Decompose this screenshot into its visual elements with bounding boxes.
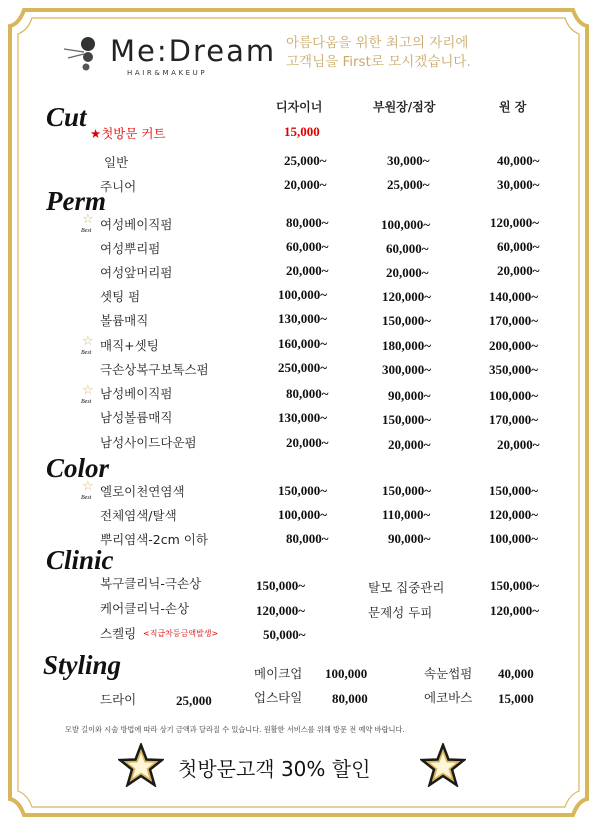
price: 40,000	[498, 666, 534, 681]
price-director: 170,000~	[489, 313, 539, 328]
service-name: 엘로이천연염색	[100, 484, 185, 499]
service-name: 남성볼륨매직	[100, 410, 173, 425]
price-designer: 25,000~	[284, 153, 327, 168]
section-title-perm: Perm	[46, 186, 106, 216]
service-name: 남성베이직펌	[100, 386, 173, 401]
service-name: 뿌리염색-2cm 이하	[100, 532, 208, 547]
service-name: 매직+셋팅	[100, 338, 159, 353]
best-label: Best	[81, 399, 92, 405]
column-header-vice: 부원장/점장	[373, 100, 436, 114]
price-vice: 180,000~	[382, 338, 432, 353]
price-director: 200,000~	[489, 338, 539, 353]
first-visit-cut	[90, 124, 166, 142]
service-name: 복구클리닉-극손상	[100, 576, 202, 591]
scaling-note: <직급차등금액발생>	[143, 629, 219, 638]
slogan-line-2: 고객님을 First로 모시겠습니다.	[286, 54, 471, 70]
price-designer: 80,000~	[286, 386, 329, 401]
price-director: 20,000~	[497, 263, 540, 278]
price: 100,000	[325, 666, 368, 681]
service-name: 전체염색/탈색	[100, 508, 177, 523]
slogan-line-1: 아름다움을 위한 최고의 자리에	[286, 35, 469, 51]
price-director: 100,000~	[489, 388, 539, 403]
first-visit-price: 15,000	[284, 124, 320, 139]
service-name: 에코바스	[424, 690, 473, 705]
brand-name: Me:Dream	[110, 34, 277, 68]
price-vice: 100,000~	[381, 217, 431, 232]
section-title-color: Color	[46, 453, 110, 483]
price: 120,000~	[490, 603, 540, 618]
price-designer: 130,000~	[278, 410, 328, 425]
price: 25,000	[176, 693, 212, 708]
price-vice: 30,000~	[387, 153, 430, 168]
first-visit-label: 첫방문 커트	[101, 126, 166, 141]
price-designer: 20,000~	[286, 263, 329, 278]
best-star-icon: ☆	[82, 479, 94, 494]
service-name: 셋팅 펌	[100, 289, 141, 304]
price: 150,000~	[256, 578, 306, 593]
gold-star-icon	[420, 743, 466, 787]
best-star-icon: ☆	[82, 334, 94, 349]
price-director: 140,000~	[489, 289, 539, 304]
price: 15,000	[498, 691, 534, 706]
service-name: 메이크업	[254, 666, 303, 681]
brand-subtitle: HAIR&MAKEUP	[127, 69, 208, 77]
price: 150,000~	[490, 578, 540, 593]
price-designer: 100,000~	[278, 507, 328, 522]
service-name: 일반	[104, 155, 129, 170]
price-director: 30,000~	[497, 177, 540, 192]
price-director: 60,000~	[497, 239, 540, 254]
best-label: Best	[81, 350, 92, 356]
promo-text: 첫방문고객 30% 할인	[178, 757, 371, 781]
best-label: Best	[81, 228, 92, 234]
price: 50,000~	[263, 627, 306, 642]
price-vice: 90,000~	[388, 531, 431, 546]
price-director: 20,000~	[497, 437, 540, 452]
service-name: 여성앞머리펌	[100, 265, 173, 280]
price-director: 40,000~	[497, 153, 540, 168]
footer-note: 모발 길이와 시술 방법에 따라 상기 금액과 달라질 수 있습니다. 원활한 서비스를 위해 방문 전 예약 바랍니다.	[65, 725, 405, 734]
service-name: 탈모 집중관리	[368, 580, 445, 595]
price-vice: 20,000~	[388, 437, 431, 452]
price-vice: 25,000~	[387, 177, 430, 192]
price-designer: 80,000~	[286, 531, 329, 546]
price-designer: 20,000~	[286, 435, 329, 450]
price-vice: 120,000~	[382, 289, 432, 304]
service-name: 업스타일	[254, 690, 303, 705]
price-vice: 20,000~	[386, 265, 429, 280]
column-header-director: 원 장	[499, 100, 527, 114]
service-name: 문제성 두피	[368, 605, 433, 620]
price-designer: 130,000~	[278, 311, 328, 326]
section-title-clinic: Clinic	[46, 545, 114, 575]
price-director: 100,000~	[489, 531, 539, 546]
price-vice: 150,000~	[382, 313, 432, 328]
best-star-icon: ☆	[82, 212, 94, 227]
price: 120,000~	[256, 603, 306, 618]
best-label: Best	[81, 495, 92, 501]
best-star-icon: ☆	[82, 383, 94, 398]
service-name: 주니어	[100, 179, 137, 194]
price-vice: 150,000~	[382, 412, 432, 427]
service-name: 속눈썹펌	[424, 666, 473, 681]
price-vice: 300,000~	[382, 362, 432, 377]
section-title-styling: Styling	[43, 650, 122, 680]
price-vice: 60,000~	[386, 241, 429, 256]
price: 80,000	[332, 691, 368, 706]
brand-logo-icon	[62, 32, 112, 72]
price-director: 120,000~	[489, 507, 539, 522]
price-designer: 100,000~	[278, 287, 328, 302]
price-director: 150,000~	[489, 483, 539, 498]
service-name: 케어클리닉-손상	[100, 601, 190, 616]
price-director: 170,000~	[489, 412, 539, 427]
price-designer: 160,000~	[278, 336, 328, 351]
price-designer: 20,000~	[284, 177, 327, 192]
price-designer: 80,000~	[286, 215, 329, 230]
service-name: 극손상복구보톡스펌	[100, 362, 209, 377]
price-designer: 60,000~	[286, 239, 329, 254]
service-name: 여성베이직펌	[100, 217, 173, 232]
section-title-cut: Cut	[46, 102, 87, 132]
red-star-icon: ★	[90, 126, 102, 141]
service-name: 남성사이드다운펌	[100, 435, 197, 450]
service-name: 스켈링	[100, 626, 137, 641]
price-vice: 150,000~	[382, 483, 432, 498]
price-director: 120,000~	[490, 215, 540, 230]
price-vice: 110,000~	[382, 507, 431, 522]
service-name: 여성뿌리펌	[100, 241, 161, 256]
price-designer: 250,000~	[278, 360, 328, 375]
gold-star-icon	[118, 743, 164, 787]
price-vice: 90,000~	[388, 388, 431, 403]
service-name: 볼륨매직	[100, 313, 149, 328]
service-name: 드라이	[100, 692, 137, 707]
price-director: 350,000~	[489, 362, 539, 377]
price-designer: 150,000~	[278, 483, 328, 498]
column-header-designer: 디자이너	[276, 100, 323, 114]
